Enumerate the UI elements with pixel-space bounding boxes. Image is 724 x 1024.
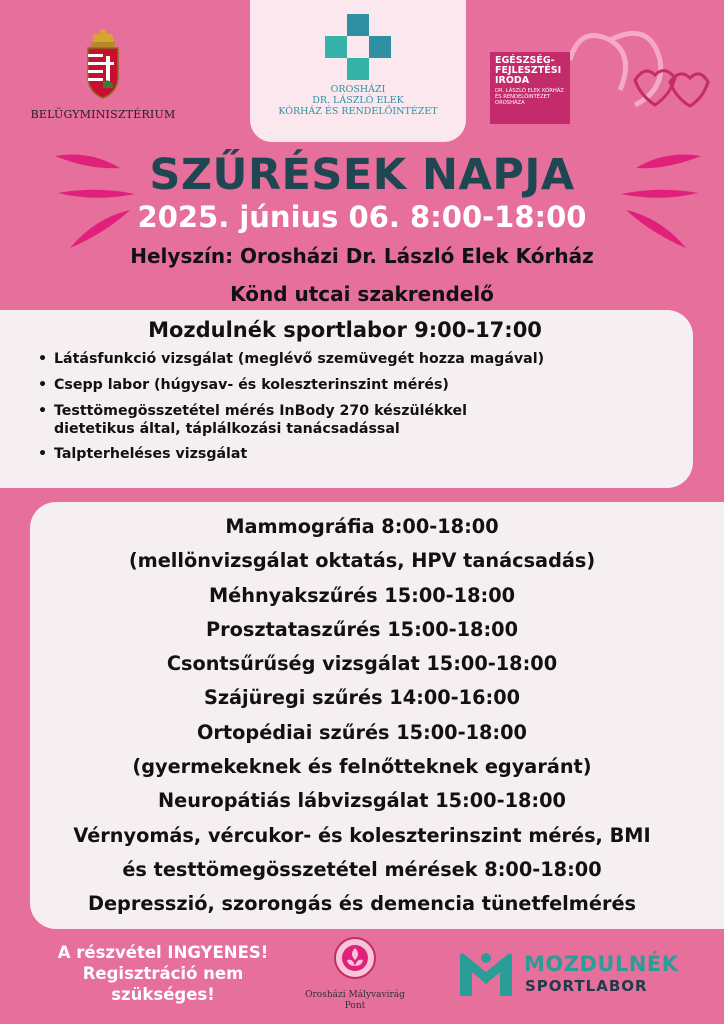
coat-of-arms-icon [81,28,125,102]
medical-cross-icon [323,12,393,82]
screening-item: és testtömegösszetétel mérések 8:00-18:00 [122,857,602,881]
malyva-line: Pont [344,1001,366,1011]
ministry-logo [18,28,188,121]
page-title: SZŰRÉSEK NAPJA [149,150,575,200]
screening-item: (mellönvizsgálat oktatás, HPV tanácsadás) [128,549,596,573]
screening-item: Vérnyomás, vércukor- és koleszterinszint mérés, BMI [73,823,651,847]
list-item-continued: dietetikus által, táplálkozási tanácsadással [54,421,400,437]
health-office-line: IRODA [495,75,530,86]
mozdulnek-logo [458,950,718,1000]
screenings-list [30,510,694,922]
sportlabor-panel [0,310,693,488]
free-line: A részvétel INGYENES! [57,943,269,962]
health-office-logo [490,52,570,124]
list-item-text: Testtömegösszetétel mérés InBody 270 készülékkel [54,403,468,419]
sportlabor-title: Mozdulnék sportlabor 9:00-17:00 [148,318,542,342]
malyvavirag-logo [305,936,405,1012]
event-location-sub: Könd utcai szakrendelő [230,282,494,306]
health-office-line: FEJLESZTÉSI [495,65,562,76]
mozdulnek-line2: SPORTLABOR [525,977,648,995]
mozdulnek-line1: MOZDULNÉK [524,952,679,976]
sportlabor-list [36,350,696,471]
screening-item: Mammográfia 8:00-18:00 [225,515,499,538]
screening-item: Szájüregi szűrés 14:00-16:00 [203,686,521,710]
screening-item: Ortopédiai szűrés 15:00-18:00 [197,720,527,744]
screening-item: (gyermekeknek és felnőtteknek egyaránt) [132,755,592,779]
screening-item: Neuropátiás lábvizsgálat 15:00-18:00 [158,789,566,813]
screening-item: Csontsűrűség vizsgálat 15:00-18:00 [166,652,558,676]
health-office-sub: DR. LÁSZLÓ ELEK KÓRHÁZ [495,88,564,94]
screening-item: Depresszió, szorongás és demencia tünetfelmérés [87,892,637,916]
flower-badge-icon [333,936,377,980]
mozdulnek-m-icon [458,950,514,998]
event-date: 2025. június 06. 8:00-18:00 [137,200,587,234]
screenings-panel [30,502,724,929]
health-office-sub: OROSHÁZA [495,100,525,106]
free-line: szükséges! [111,985,215,1004]
list-item [36,402,696,438]
malyva-line: Orosházi Mályvavirág [305,990,405,1000]
free-participation-notice [28,942,298,1005]
hospital-logo-card [250,0,466,142]
ministry-label: BELÜGYMINISZTÉRIUM [30,108,176,121]
list-item: • Látásfunkció vizsgálat (meglévő szemüvegét hozza magával) [36,350,696,368]
health-office-line: EGÉSZSÉG- [495,55,555,66]
screening-item: Méhnyakszűrés 15:00-18:00 [208,583,516,607]
screening-item: Prosztataszűrés 15:00-18:00 [206,617,518,641]
hospital-line: KÓRHÁZ ÉS RENDELŐINTÉZET [278,106,438,117]
list-item: • Csepp labor (húgysav- és koleszterinszint mérés) [36,376,696,394]
event-location: Helyszín: Orosházi Dr. László Elek Kórház [130,244,594,268]
free-line: Regisztráció nem [82,964,244,983]
list-item: • Talpterheléses vizsgálat [36,445,696,463]
health-office-sub: ÉS RENDELŐINTÉZET [495,94,551,100]
hospital-line: DR. LÁSZLÓ ELEK [312,95,404,106]
hospital-line: OROSHÁZI [330,84,386,95]
